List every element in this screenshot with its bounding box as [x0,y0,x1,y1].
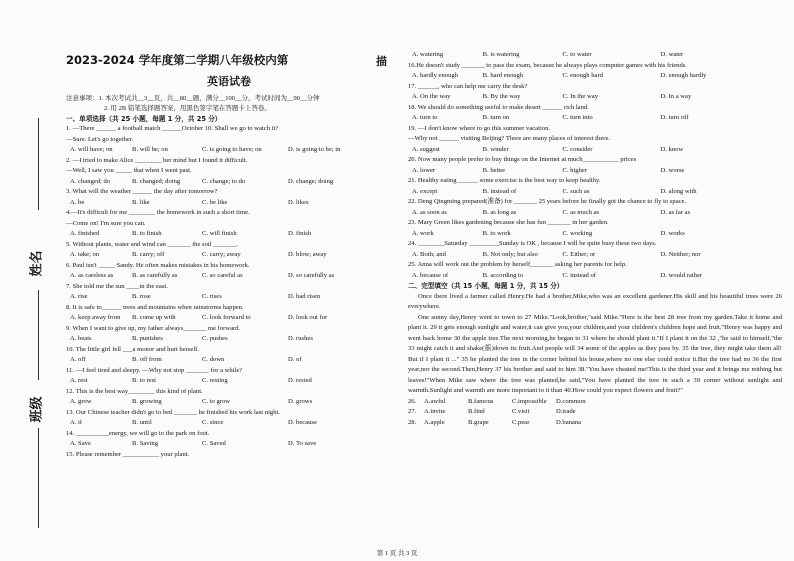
question-stem: 14. __________energy, we will go to the park on foot. [66,429,210,437]
answer-option: B. is watering [482,51,520,58]
answer-option: B. to rest [132,377,156,385]
answer-options [408,229,782,240]
question-stem: 13. Our Chinese teacher didn't go to bed _______ he finished his work last night. [66,408,280,416]
answer-options [66,376,392,387]
name-label: 姓名 [29,250,45,277]
cloze-option: D.common [556,397,586,405]
title-mark: 描 [376,55,387,68]
answer-option: C. is going to have; on [202,146,262,154]
question-stem: 20. Now many people prefer to buy things on the Internet at much___________ prices [408,156,637,163]
cloze-question-number: 28. [408,418,417,426]
answer-option: D. because [288,419,317,427]
answer-option: B. instead of [482,187,517,195]
answer-option: B. come up with [132,314,176,322]
answer-option: D. change; doing [288,177,334,185]
answer-options [408,113,782,124]
cloze-option: B.famous [468,397,494,405]
answer-option: D. would rather [660,271,703,279]
question-stem: 10. The little girl fell ___a monor and hurt herself. [66,345,200,353]
answer-option: B. like [132,198,150,206]
answer-option: D. rushes [288,335,313,343]
page-footer: 第 1 页 共 3 页 [376,550,418,557]
answer-option: D. To save [288,440,317,448]
answer-option: A. work [412,229,434,237]
cloze-option: A.apple [424,418,445,426]
right-column [408,50,782,545]
answer-option: A. Both; and [412,250,446,258]
section-1-heading: 一、单项选择（共 25 小题，每题 1 分，共 25 分） [66,114,222,123]
cloze-question-number: 26. [408,397,417,405]
cloze-option: B.find [468,408,485,415]
answer-option: D. along with [660,187,697,195]
question-stem: 19. —I don't know where to go this summer vacation. [408,124,551,132]
answer-option: A. watering [412,51,444,58]
answer-option: C. Either; or [562,250,596,258]
answer-options [66,439,392,450]
question-stem: 5. Without plants, water and wind can _______ the soil _______. [66,240,238,248]
answer-option: D. grows [288,398,313,406]
left-column [66,50,392,545]
exam-note-2: 2. 用 2B 铅笔选择题答案，用黑色签字笔在答题卡上答卷。 [104,104,271,112]
question-stem: —Why not ______ visiting Beijing? There are many places of interest there. [408,135,611,142]
answer-option: C. Saved [202,440,226,448]
answer-option: A. grow [70,398,92,406]
answer-option: B. as long as [482,208,517,216]
cloze-option: C.impossible [512,397,547,405]
answer-option: A. keep away from [70,314,121,322]
answer-option: C. since [202,419,224,427]
exam-note-1: 注意事项：1. 本次考试共__3__页，共__80__题，满分__100__分，考试时间为__90__分钟 [66,95,320,102]
answer-option: B. will be; on [132,146,168,154]
question-stem: —Sure. Let's go together. [66,135,134,143]
exam-title [66,52,392,68]
question-stem: 2. —I tried to make Alice ________ her mind but I found it difficult. [66,156,248,164]
answer-option: B. until [132,419,152,427]
answer-options [408,187,782,198]
answer-option: A. On the way [412,93,451,100]
answer-option: C. pushes [202,335,228,343]
answer-option: D. as far as [660,208,691,216]
answer-option: C. working [562,229,593,237]
answer-option: C. such as [562,187,590,195]
answer-option: B. Not only; but also [482,250,538,258]
answer-option: C. higher [562,166,588,174]
answer-option: B. carry; off [132,251,165,259]
answer-options [66,313,392,324]
answer-option: A. will have; on [70,146,113,154]
answer-option: A. off [70,356,86,364]
question-stem: 9. When I want to give up, my father always_______ me forward. [66,324,241,332]
class-label: 班级 [29,396,45,423]
answer-options [408,71,782,82]
question-stem: 8. It is safe to______ trees and mountains when rainstorms happen. [66,303,244,311]
answer-option: D. so carefully as [288,272,335,280]
answer-option: A. suggest [412,145,440,153]
answer-option: D. turn off [660,114,689,121]
cloze-question [408,407,782,418]
answer-option: C. instead of [562,271,596,279]
answer-option: B. By the way [482,93,521,100]
answer-options [66,397,392,408]
answer-option: A. because of [412,271,449,279]
cloze-question [408,397,782,408]
answer-options [66,145,392,156]
answer-option: A. Save [70,440,91,448]
question-stem: 17. ______, who can help me carry the desk? [408,82,528,90]
exam-subtitle: 英语试卷 [207,75,251,88]
answer-option: A. as careless as [70,272,114,280]
answer-option: D. had risen [288,293,321,301]
answer-option: C. turn into [562,114,593,121]
question-list-right [408,50,782,281]
answer-option: C. resting [202,377,228,385]
answer-option: A. if [70,419,83,427]
answer-option: A. finished [70,230,100,238]
answer-option: B. to work [482,229,511,237]
answer-option: D. likes [288,198,309,206]
answer-option: B. rose [132,293,151,301]
answer-options [408,50,782,61]
answer-option: C. be like [202,198,228,206]
passage-paragraph: Once there lived a farmer called Henry.He had a brother,Mike,who was an excellent gardener.His skill and his beautiful trees were 26 everywhere. [408,292,782,310]
question-stem: 3. What will the weather ______ the day after tomorrow? [66,188,218,196]
answer-option: A. hardly enough [412,72,458,79]
question-stem: 18. We should do something useful to make desert ______ rich land. [408,103,589,111]
binding-line-middle [38,290,39,380]
answer-option: A. turn to [412,114,438,121]
answer-options [408,166,782,177]
answer-option: B. to finish [132,230,162,238]
cloze-option: A.invite [424,408,446,415]
answer-option: C. enough hard [562,72,603,79]
answer-option: A. be [70,198,85,206]
binding-strip [0,0,62,561]
answer-option: D. works [660,229,685,237]
answer-option: B. punishes [132,335,163,343]
question-stem: 15. Please remember ___________ your plant. [66,450,190,458]
cloze-passage [408,292,782,397]
answer-options [408,271,782,282]
answer-options [408,208,782,219]
question-stem: 25. Anna will work out the problem by herself_______ asking her parents for help. [408,261,627,268]
answer-option: C. as much as [562,208,600,216]
cloze-option: A.awful [424,397,446,405]
answer-option: B. as carefully as [132,272,178,280]
answer-option: A. lower [412,166,436,174]
answer-option: A. rise [70,293,88,301]
answer-options [66,198,392,209]
question-stem: 12. This is the best way________ this kind of plant. [66,387,203,395]
answer-option: A. beats [70,335,92,343]
cloze-option: D.banana [556,418,582,426]
answer-option: B. changed; doing [132,177,181,185]
passage-paragraph: One sunny day,Henry went to town to 27 Mike."Look,brother,"said Mike."Here is the best 28 tree from my garden.Take it home and plant it. 29 it gets enough sunlight and water,it can give you,your children,and your children's children hope and fruit."Henry was happy and went back home 30 the apple tree.The next morning,he began to 31 where he should plant it."If I plant it on the 32 ,"he said to himself,"the 33 might catch it and shake(摇)down its fruit.And people will 34 some of the apples as they pass by. 35 the tree, they might take them all! But if I plant it ..." 35 he planted the tree in the corner behind his house,where no one else could notice it.But the tree had no 36 the first year,nor the second.Then,Henry 37 his brother and said to him 38."You have cheated me!This is the third year and it brings me nothing but leaves!"When Mike saw where the tree was planted,he said,"You have planted the tree in such a 39 corner without sunlight and warmth.Sunlight and warmth are more important to it than 40.How could you expect flowers and fruit?" [408,313,782,394]
answer-option: D. enough hardly [660,72,707,79]
answer-option: C. carry; away [202,251,241,259]
answer-option: B. better [482,166,506,174]
answer-options [66,418,392,429]
answer-options [66,334,392,345]
answer-option: C. rises [202,293,222,301]
answer-option: C. will finish [202,230,237,238]
answer-option: D. rested [288,377,312,385]
answer-option: C. so careful as [202,272,243,280]
answer-option: B. off from [132,356,162,364]
binding-line-top [38,118,39,210]
answer-option: D. finish [288,230,312,238]
cloze-question [408,418,782,429]
answer-option: D. of [288,356,302,364]
answer-option: D. worse [660,166,685,174]
question-stem: —Well, I saw you _____ that when I went past. [66,167,192,175]
answer-options [66,355,392,366]
question-stem: —Come on! I'm sure you can. [66,219,146,227]
cloze-option: C.pear [512,418,530,426]
answer-option: D. know [660,145,684,153]
answer-option: C. look forward to [202,314,251,322]
answer-option: B. Saving [132,440,159,448]
cloze-question-list [408,397,782,429]
answer-option: C. to grow [202,398,231,406]
question-stem: 21. Healthy eating ______ some exercise is the best way to keep healthy. [408,177,601,184]
question-stem: 6. Paul isn't _____ Sandy. He often makes mistakes in his homework. [66,261,250,269]
cloze-option: C.visit [512,408,530,415]
cloze-question-number: 27. [408,408,417,415]
answer-option: B. growing [132,398,162,406]
answer-option: C. down [202,356,225,364]
question-stem: 22. Deng Qingming prepared(准备) for _______ 25 years before he finally got the chance to fly to space. [408,198,687,205]
answer-options [66,292,392,303]
question-stem: 24. ________Saturday _________Sunday is OK , because I will be quite busy these two days. [408,240,657,247]
answer-option: B. according to [482,271,524,279]
answer-option: A. changed; do [70,177,111,185]
answer-options [66,271,392,282]
answer-option: A. take; on [70,251,100,259]
answer-option: A. except [412,187,438,195]
answer-option: D. water [660,51,684,58]
question-stem: 4.—It's difficult for me ________ the homework in such a short time. [66,209,250,217]
question-stem: 7. She told me the sun ____in the east. [66,282,168,290]
answer-options [66,177,392,188]
answer-options [408,250,782,261]
answer-options [408,145,782,156]
cloze-option: D.trade [556,408,576,415]
question-stem: 11. —I feel tired and sleepy. —Why not stop _______ for a while? [66,366,243,374]
answer-option: C. to water [562,51,592,58]
binding-line-bottom [38,428,39,528]
answer-option: B. winder [482,145,509,153]
question-stem: 1. —There ______ a football match ______October 10. Shall we go to watch it? [66,125,279,133]
answer-option: A. rest [70,377,88,385]
answer-option: B. hard enough [482,72,524,79]
answer-option: D. is going to be; in [288,146,341,154]
answer-option: C. consider [562,145,593,153]
question-stem: 23. Mary Green likes gardening because she has fun _______ in her garden. [408,219,609,226]
answer-option: D. In a way [660,93,692,100]
cloze-option: B.grape [468,418,489,426]
answer-options [66,250,392,261]
answer-options [66,229,392,240]
answer-options [408,92,782,103]
section-2-heading: 二、完型填空（共 15 小题，每题 1 分，共 15 分） [408,282,564,290]
answer-option: C. In the way [562,93,598,100]
answer-option: D. look out for [288,314,328,322]
answer-option: D. blow; away [288,251,327,259]
answer-option: D. Neither; nor [660,250,701,258]
question-list-left [66,124,392,460]
answer-option: A. as soon as [412,208,447,216]
answer-option: B. turn on [482,114,510,121]
answer-option: C. change; to do [202,177,246,185]
question-stem: 16.He doesn't study _______ to pass the exam, because he always plays computer games with his friends. [408,61,687,69]
exam-title-text: 2023-2024 学年度第二学期八年级校内第 [66,53,289,67]
